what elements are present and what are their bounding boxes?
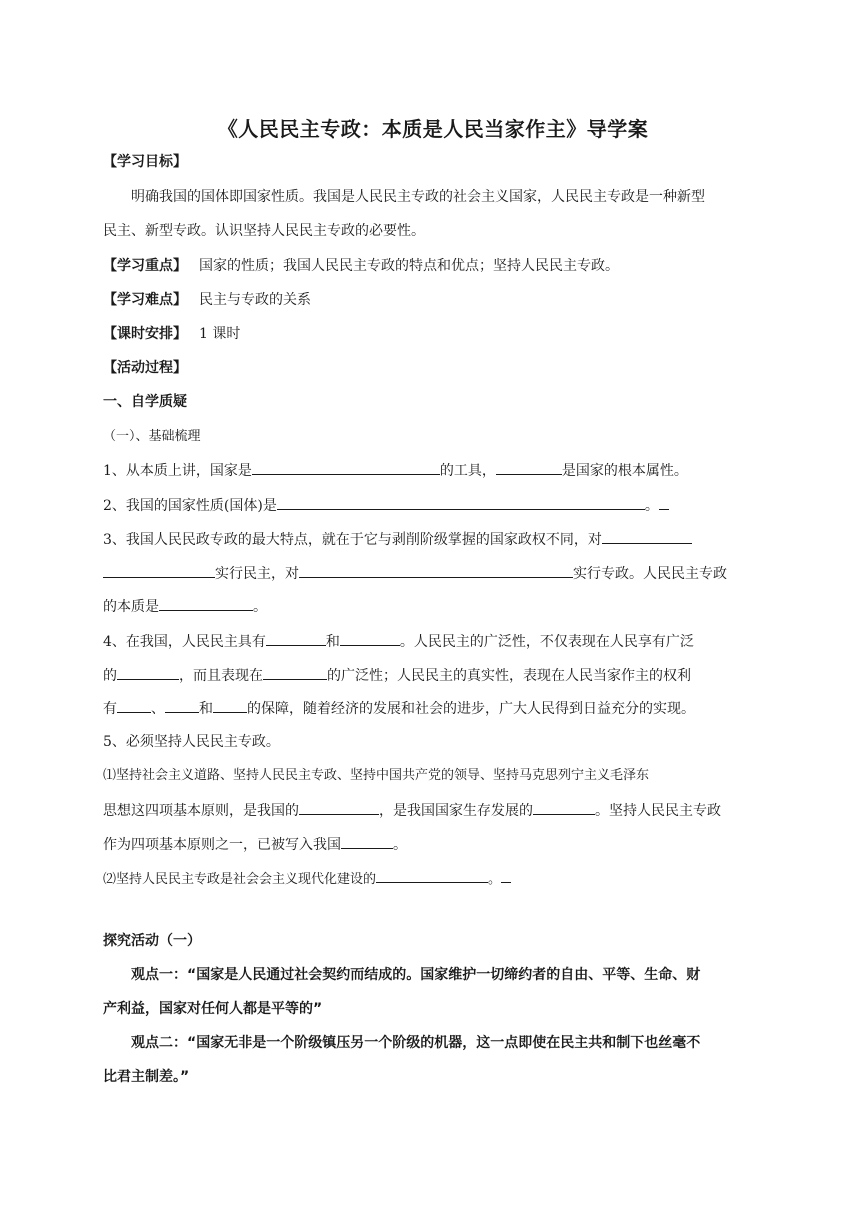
q4-text-c: 。人民民主的广泛性，不仅表现在人民享有广泛 (399, 634, 694, 650)
q3-text-c: 实行专政。人民民主专政 (573, 566, 727, 582)
q3-text-e: 。 (253, 599, 267, 615)
key-points (103, 256, 619, 276)
objectives-text-2: 民主、新型专政。认识坚持人民民主专政的必要性。 (103, 223, 425, 239)
difficulties-text: 民主与专政的关系 (199, 292, 311, 308)
answer-blank[interactable] (117, 665, 179, 680)
q4-text-b: 和 (325, 634, 340, 650)
q5-text-p1b: 思想这四项基本原则，是我国的 (103, 803, 299, 819)
q5-text-p2a: ⑵坚持人民民主专政是社会会主义现代化建设的 (103, 872, 377, 887)
answer-blank[interactable] (159, 596, 253, 611)
q4-text-i: 和 (199, 701, 213, 717)
viewpoint-2-line-1: 观点二：“国家无非是一个阶级镇压另一个阶级的机器，这一点即使在民主共和制下也丝毫不 (131, 1035, 701, 1051)
answer-blank[interactable] (165, 698, 199, 713)
q5-text-p1d: 。坚持人民民主专政 (595, 803, 721, 819)
answer-blank[interactable] (341, 834, 393, 849)
answer-blank[interactable] (501, 868, 511, 883)
q2-text-a: 2、我国的国家性质(国体)是 (103, 498, 277, 514)
section-1-heading: 一、自学质疑 (103, 394, 187, 410)
answer-blank[interactable] (602, 529, 692, 544)
q4-text-e: ，而且表现在 (179, 668, 263, 684)
q5-text-p1f: 。 (393, 837, 407, 853)
answer-blank[interactable] (376, 868, 488, 883)
key-points-heading: 【学习重点】 (103, 258, 187, 274)
viewpoint-2-line-2: 比君主制差。” (103, 1069, 190, 1085)
q1-text-b: 的工具， (439, 463, 496, 479)
objectives-text-1: 明确我国的国体即国家性质。我国是人民民主专政的社会主义国家，人民民主专政是一种新型 (131, 189, 705, 205)
answer-blank[interactable] (213, 698, 247, 713)
q4-text-g: 有 (103, 701, 117, 717)
q3-text-d: 的本质是 (103, 599, 159, 615)
schedule (103, 324, 240, 344)
question-5: 5、必须坚持人民民主专政。 (103, 734, 280, 750)
schedule-heading: 【课时安排】 (103, 326, 187, 342)
question-3-line-2 (103, 563, 727, 584)
answer-blank[interactable] (299, 563, 573, 578)
viewpoint-1-line-1: 观点一：“国家是人民通过社会契约而结成的。国家维护一切缔约者的自由、平等、生命、财 (131, 967, 701, 983)
section-1-sub: （一）、基础梳理 (103, 429, 201, 444)
q4-text-f: 的广泛性；人民民主的真实性，表现在人民当家作主的权利 (327, 668, 691, 684)
answer-blank[interactable] (533, 800, 595, 815)
answer-blank[interactable] (263, 665, 327, 680)
page-title: 《人民民主专政：本质是人民当家作主》导学案 (217, 117, 649, 141)
question-5-point-1-line-3 (103, 834, 407, 855)
question-5-point-1-line-1: ⑴坚持社会主义道路、坚持人民民主专政、坚持中国共产党的领导、坚持马克思列宁主义毛泽东 (103, 768, 650, 783)
q3-text-b: 实行民主，对 (215, 566, 299, 582)
difficulties (103, 290, 311, 310)
q2-text-b: 。 (644, 498, 659, 514)
answer-blank[interactable] (340, 631, 400, 646)
answer-blank[interactable] (103, 563, 215, 578)
q4-text-j: 的保障，随着经济的发展和社会的进步，广大人民得到日益充分的实现。 (247, 701, 695, 717)
process-heading: 【活动过程】 (103, 360, 187, 376)
q5-text-p2b: 。 (488, 872, 502, 887)
viewpoint-1-line-2: 产利益，国家对任何人都是平等的” (103, 1001, 323, 1017)
answer-blank[interactable] (277, 495, 645, 510)
q1-text-a: 1、从本质上讲，国家是 (103, 463, 252, 479)
difficulties-heading: 【学习难点】 (103, 292, 187, 308)
question-3-line-3 (103, 596, 267, 617)
question-5-point-1-line-2 (103, 800, 721, 821)
answer-blank[interactable] (659, 495, 669, 510)
q5-text-p1e: 作为四项基本原则之一，已被写入我国 (103, 837, 341, 853)
answer-blank[interactable] (117, 698, 151, 713)
q5-text-p1c: ，是我国国家生存发展的 (379, 803, 533, 819)
schedule-text: 1 课时 (199, 326, 241, 342)
inquiry-heading: 探究活动（一） (103, 933, 201, 949)
q4-text-d: 的 (103, 668, 117, 684)
question-1 (103, 460, 688, 481)
q1-text-c: 是国家的根本属性。 (561, 463, 688, 479)
key-points-text: 国家的性质；我国人民民主专政的特点和优点；坚持人民民主专政。 (199, 258, 619, 274)
q3-text-a: 3、我国人民民政专政的最大特点，就在于它与剥削阶级掌握的国家政权不同，对 (103, 532, 602, 548)
answer-blank[interactable] (266, 631, 326, 646)
question-2 (103, 495, 669, 516)
answer-blank[interactable] (299, 800, 379, 815)
question-4-line-2 (103, 665, 691, 686)
answer-blank[interactable] (252, 460, 440, 475)
question-4-line-3 (103, 698, 695, 719)
question-4-line-1 (103, 631, 694, 652)
question-5-point-2 (103, 868, 511, 890)
q4-text-h: 、 (151, 701, 165, 717)
answer-blank[interactable] (496, 460, 562, 475)
objectives-heading: 【学习目标】 (103, 154, 187, 170)
q4-text-a: 4、在我国，人民民主具有 (103, 634, 266, 650)
question-3-line-1 (103, 529, 692, 550)
